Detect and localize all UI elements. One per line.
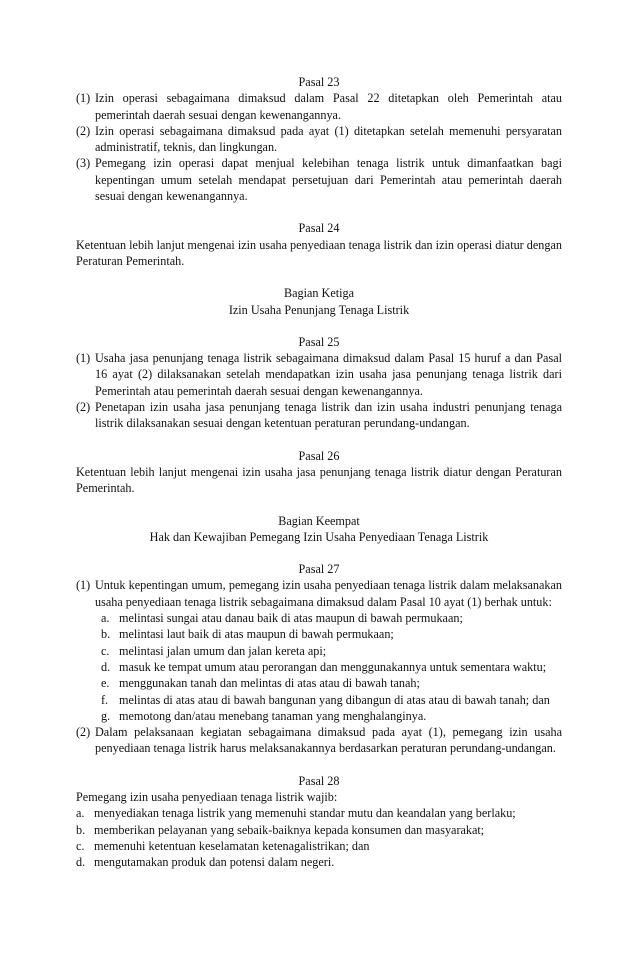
pasal-27-huruf-g <box>76 708 562 724</box>
huruf-text: melintasi sungai atau danau baik di atas maupun di bawah permukaan; <box>119 611 463 626</box>
pasal-26-text: Ketentuan lebih lanjut mengenai izin usaha jasa penunjang tenaga listrik diatur dengan Peraturan Pemerintah. <box>76 464 562 496</box>
pasal-28-huruf-a <box>76 805 562 821</box>
pasal-28-huruf-d <box>76 854 562 870</box>
huruf-label: a. <box>101 611 110 626</box>
huruf-label: f. <box>101 692 109 707</box>
ayat-text: Dalam pelaksanaan kegiatan sebagaimana dimaksud pada ayat (1), pemegang izin usaha penyediaan tenaga listrik harus melaksanakannya berdasarkan peraturan perundang-undangan. <box>95 725 562 756</box>
huruf-label: c. <box>101 643 110 658</box>
ayat-number: (2) <box>76 123 91 138</box>
huruf-label: b. <box>101 627 111 642</box>
pasal-28-huruf-b <box>76 822 562 838</box>
huruf-label: d. <box>76 855 86 870</box>
bagian-ketiga-subtitle: Izin Usaha Penunjang Tenaga Listrik <box>228 302 410 317</box>
pasal-24-title: Pasal 24 <box>298 221 340 236</box>
pasal-27-title: Pasal 27 <box>298 562 340 577</box>
huruf-label: c. <box>76 838 85 853</box>
pasal-23-title: Pasal 23 <box>298 75 340 89</box>
huruf-label: g. <box>101 708 111 723</box>
pasal-27-huruf-a <box>76 610 562 626</box>
huruf-text: menggunakan tanah dan melintas di atas atau di bawah tanah; <box>119 676 420 691</box>
ayat-text: Pemegang izin operasi dapat menjual kelebihan tenaga listrik untuk dimanfaatkan bagi kepentingan umum setelah mendapat persetujuan dari Pemerintah atau pemerintah daerah sesuai dengan kewenangannya. <box>95 156 562 204</box>
pasal-23-ayat-1 <box>76 90 562 123</box>
pasal-28-intro: Pemegang izin usaha penyediaan tenaga listrik wajib: <box>76 789 338 804</box>
huruf-text: menyediakan tenaga listrik yang memenuhi standar mutu dan keandalan yang berlaku; <box>94 806 516 821</box>
bagian-keempat-title: Bagian Keempat <box>278 513 360 528</box>
pasal-25-title: Pasal 25 <box>298 334 340 349</box>
pasal-23-ayat-2 <box>76 123 562 156</box>
pasal-27-huruf-c <box>76 643 562 659</box>
huruf-text: melintasi laut baik di atas maupun di bawah permukaan; <box>119 627 394 642</box>
ayat-text: Untuk kepentingan umum, pemegang izin usaha penyediaan tenaga listrik dalam melaksanakan usaha penyediaan tenaga listrik sebagaimana dimaksud dalam Pasal 10 ayat (1) berhak untuk: <box>95 578 562 609</box>
pasal-25-ayat-1 <box>76 350 562 399</box>
pasal-27-ayat-2 <box>76 724 562 757</box>
huruf-text: memenuhi ketentuan keselamatan ketenagalistrikan; dan <box>94 838 370 853</box>
ayat-text: Izin operasi sebagaimana dimaksud pada ayat (1) ditetapkan setelah memenuhi persyaratan administratif, teknis, dan lingkungan. <box>95 123 562 155</box>
pasal-28-huruf-c <box>76 838 562 854</box>
ayat-number: (1) <box>76 578 91 593</box>
pasal-23-ayat-3 <box>76 155 562 204</box>
huruf-label: b. <box>76 822 86 837</box>
pasal-25-ayat-2 <box>76 399 562 432</box>
huruf-text: mengutamakan produk dan potensi dalam negeri. <box>94 855 335 870</box>
ayat-number: (1) <box>76 351 91 366</box>
huruf-label: e. <box>101 676 110 691</box>
bagian-keempat-subtitle: Hak dan Kewajiban Pemegang Izin Usaha Penyediaan Tenaga Listrik <box>149 529 489 544</box>
huruf-text: melintas di atas atau di bawah bangunan yang dibangun di atas atau di bawah tanah; dan <box>119 692 550 707</box>
pasal-27-ayat-1 <box>76 577 562 610</box>
ayat-text: Penetapan izin usaha jasa penunjang tenaga listrik dan izin usaha industri penunjang tenaga listrik dilaksanakan sesuai dengan ketentuan peraturan perundang-undangan. <box>95 400 562 431</box>
huruf-text: masuk ke tempat umum atau perorangan dan menggunakannya untuk sementara waktu; <box>119 659 547 674</box>
ayat-text: Izin operasi sebagaimana dimaksud dalam Pasal 22 ditetapkan oleh Pemerintah atau pemerintah daerah sesuai dengan kewenangannya. <box>95 91 562 122</box>
huruf-label: d. <box>101 659 111 674</box>
ayat-number: (2) <box>76 400 91 415</box>
pasal-27-huruf-d <box>76 659 562 675</box>
pasal-24-text: Ketentuan lebih lanjut mengenai izin usaha penyediaan tenaga listrik dan izin operasi diatur dengan Peraturan Pemerintah. <box>76 237 562 268</box>
huruf-text: melintasi jalan umum dan jalan kereta api; <box>119 643 327 658</box>
huruf-text: memotong dan/atau menebang tanaman yang menghalanginya. <box>119 708 427 723</box>
pasal-26-title: Pasal 26 <box>298 448 340 463</box>
bagian-ketiga-title: Bagian Ketiga <box>283 286 355 301</box>
ayat-number: (3) <box>76 156 91 171</box>
pasal-27-huruf-f <box>76 692 562 708</box>
ayat-number: (1) <box>76 91 91 106</box>
ayat-text: Usaha jasa penunjang tenaga listrik sebagaimana dimaksud dalam Pasal 15 huruf a dan Pasal 16 ayat (2) dilaksanakan setelah mendapatkan izin usaha jasa penunjang tenaga listrik dari Pemerintah atau pemerintah daerah sesuai dengan kewenangannya. <box>95 351 562 398</box>
ayat-number: (2) <box>76 725 91 740</box>
huruf-text: memberikan pelayanan yang sebaik-baiknya kepada konsumen dan masyarakat; <box>94 822 485 837</box>
pasal-28-title: Pasal 28 <box>298 773 340 788</box>
pasal-27-huruf-e <box>76 675 562 691</box>
pasal-27-huruf-b <box>76 626 562 642</box>
huruf-label: a. <box>76 806 85 821</box>
